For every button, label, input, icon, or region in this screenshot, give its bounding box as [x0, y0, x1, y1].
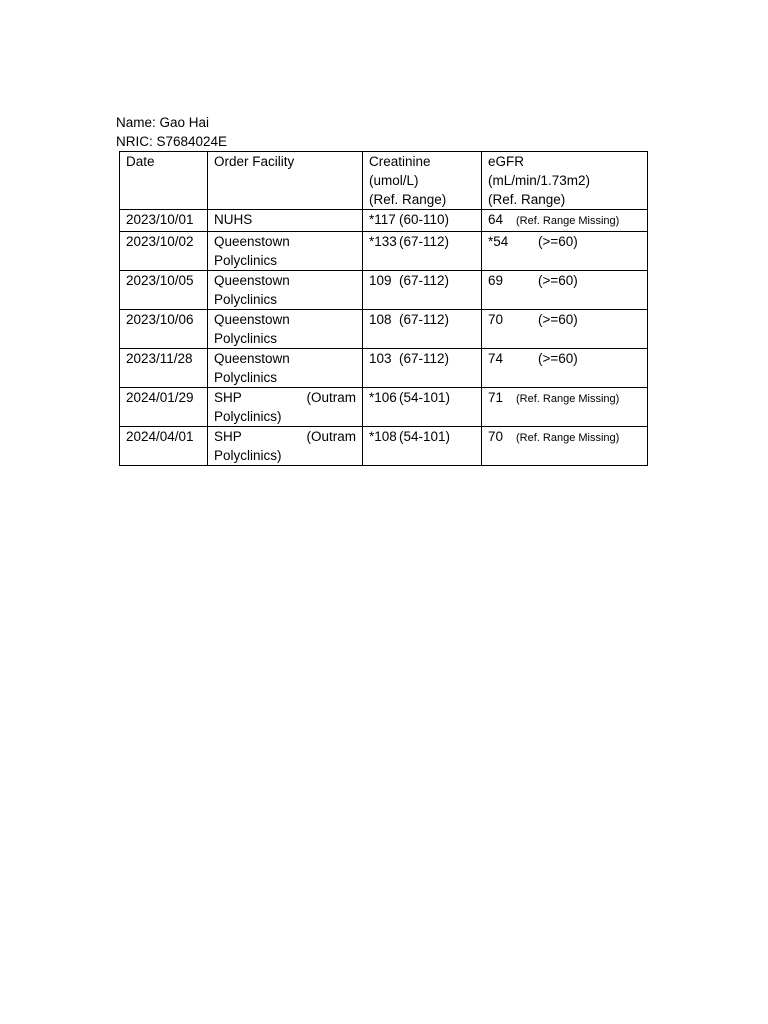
- egfr-ref-range: (Ref. Range Missing): [516, 432, 620, 444]
- table-row: [120, 232, 648, 271]
- egfr-ref-range: (Ref. Range Missing): [516, 393, 620, 405]
- facility-name: Queenstown Polyclinics: [214, 351, 290, 385]
- egfr-value: 71: [488, 390, 504, 405]
- facility-part: (Outram: [306, 390, 356, 405]
- egfr-ref-range: (>=60): [538, 351, 578, 366]
- facility-name: NUHS: [214, 212, 253, 227]
- creatinine-value: *106: [369, 390, 397, 405]
- header-creatinine-line: (Ref. Range): [369, 192, 447, 207]
- creatinine-value: *117: [369, 212, 396, 227]
- cell-facility: [208, 388, 363, 427]
- cell-date: [120, 349, 208, 388]
- header-date-label: Date: [126, 154, 155, 169]
- cell-creatinine: [363, 210, 482, 232]
- date-value: 2023/10/05: [126, 273, 194, 288]
- facility-part: Polyclinics): [214, 448, 282, 463]
- creatinine-value: *108: [369, 429, 397, 444]
- egfr-ref-range: (>=60): [538, 234, 578, 249]
- cell-facility: [208, 232, 363, 271]
- header-creatinine-line: (umol/L): [369, 173, 419, 188]
- facility-part: (Outram: [306, 429, 356, 444]
- cell-egfr: [482, 271, 648, 310]
- egfr-value: 74: [488, 351, 504, 366]
- header-egfr: [482, 152, 648, 210]
- date-value: 2023/10/01: [126, 212, 194, 227]
- date-value: 2024/01/29: [126, 390, 194, 405]
- cell-facility: [208, 210, 363, 232]
- table-header-row: [120, 152, 648, 210]
- egfr-ref-range: (Ref. Range Missing): [516, 215, 620, 227]
- header-creatinine: [363, 152, 482, 210]
- lab-results-table: [119, 151, 648, 466]
- cell-creatinine: [363, 349, 482, 388]
- creatinine-ref-range: (67-112): [399, 312, 450, 327]
- cell-date: [120, 271, 208, 310]
- facility-name: Queenstown Polyclinics: [214, 234, 290, 268]
- cell-creatinine: [363, 427, 482, 466]
- creatinine-ref-range: (54-101): [399, 390, 451, 405]
- cell-facility: [208, 310, 363, 349]
- table-row: [120, 271, 648, 310]
- creatinine-ref-range: (60-110): [399, 212, 450, 227]
- creatinine-ref-range: (67-112): [399, 273, 450, 288]
- cell-creatinine: [363, 232, 482, 271]
- egfr-value: 70: [488, 429, 504, 444]
- creatinine-ref-range: (67-112): [399, 351, 450, 366]
- date-value: 2023/10/02: [126, 234, 194, 249]
- egfr-ref-range: (>=60): [538, 273, 578, 288]
- cell-creatinine: [363, 310, 482, 349]
- facility-part: Polyclinics): [214, 409, 282, 424]
- cell-date: [120, 232, 208, 271]
- date-value: 2023/11/28: [126, 351, 193, 366]
- table-row: [120, 427, 648, 466]
- cell-egfr: [482, 388, 648, 427]
- date-value: 2023/10/06: [126, 312, 194, 327]
- creatinine-value: 103: [369, 351, 392, 366]
- table-row: [120, 210, 648, 232]
- creatinine-value: 108: [369, 312, 392, 327]
- header-egfr-line: (mL/min/1.73m2): [488, 173, 591, 188]
- patient-name: Name: Gao Hai: [116, 115, 210, 130]
- header-date: [120, 152, 208, 210]
- cell-facility: [208, 349, 363, 388]
- cell-egfr: [482, 427, 648, 466]
- cell-creatinine: [363, 271, 482, 310]
- cell-egfr: [482, 232, 648, 271]
- egfr-value: 64: [488, 212, 504, 227]
- egfr-ref-range: (>=60): [538, 312, 578, 327]
- creatinine-value: *133: [369, 234, 397, 249]
- date-value: 2024/04/01: [126, 429, 194, 444]
- egfr-value: 70: [488, 312, 504, 327]
- cell-facility: [208, 271, 363, 310]
- header-facility-label: Order Facility: [214, 154, 295, 169]
- creatinine-ref-range: (54-101): [399, 429, 451, 444]
- table-row: [120, 310, 648, 349]
- cell-creatinine: [363, 388, 482, 427]
- cell-egfr: [482, 310, 648, 349]
- cell-date: [120, 427, 208, 466]
- cell-egfr: [482, 349, 648, 388]
- facility-name: Queenstown Polyclinics: [214, 273, 290, 307]
- facility-part: SHP: [214, 429, 242, 444]
- cell-facility: [208, 427, 363, 466]
- cell-date: [120, 210, 208, 232]
- cell-date: [120, 388, 208, 427]
- patient-nric: NRIC: S7684024E: [116, 134, 228, 149]
- facility-name: Queenstown Polyclinics: [214, 312, 290, 346]
- header-creatinine-line: Creatinine: [369, 154, 431, 169]
- cell-date: [120, 310, 208, 349]
- table-row: [120, 349, 648, 388]
- cell-egfr: [482, 210, 648, 232]
- table-row: [120, 388, 648, 427]
- facility-part: SHP: [214, 390, 242, 405]
- egfr-value: 69: [488, 273, 504, 288]
- creatinine-ref-range: (67-112): [399, 234, 450, 249]
- header-egfr-line: eGFR: [488, 154, 525, 169]
- table-body: [120, 210, 648, 466]
- creatinine-value: 109: [369, 273, 392, 288]
- header-order-facility: [208, 152, 363, 210]
- egfr-value: *54: [488, 234, 509, 249]
- header-egfr-line: (Ref. Range): [488, 192, 566, 207]
